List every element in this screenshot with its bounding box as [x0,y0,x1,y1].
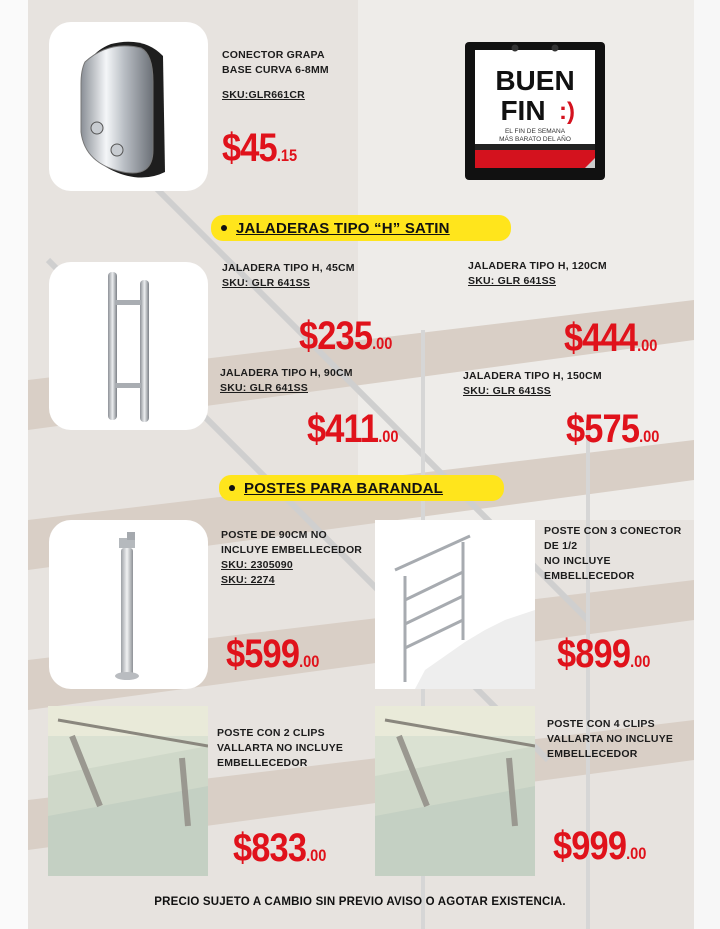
poste3-price [557,632,650,677]
jal90-price [307,407,399,452]
poste2clips-name-line2: VALLARTA NO INCLUYE [217,742,344,754]
glass-clamp-image [49,22,208,191]
jal45-label [222,261,355,291]
jal90-name: JALADERA TIPO H, 90CM [220,367,353,379]
poste4clips-label [547,717,673,762]
jal150-price-main: $575 [566,407,640,451]
disclaimer-footer: PRECIO SUJETO A CAMBIO SIN PREVIO AVISO O AGOTAR EXISTENCIA. [154,896,566,908]
buen-fin-logo [463,40,607,182]
poste2clips-price-cents: .00 [306,846,327,865]
conector-price-main: $45 [222,126,277,170]
jaladeras-banner [211,215,511,241]
glass-railing-image [48,706,208,876]
poste3-name-line2: DE 1/2 [544,540,578,552]
jaladera-photo [49,262,208,430]
poste4clips-price-main: $999 [553,824,627,868]
jal150-price-cents: .00 [639,427,660,446]
jal45-price [299,314,392,359]
right-margin [694,0,720,929]
poste90-sku2: SKU: 2274 [221,574,275,586]
poste3-name-line3: NO INCLUYE [544,555,611,567]
poste90-price-cents: .00 [299,652,320,671]
jal120-label [468,259,607,289]
conector-sku: SKU:GLR661CR [222,89,305,101]
poste3-label [544,524,681,584]
poste90-sku1: SKU: 2305090 [221,559,293,571]
poste90-name-line2: INCLUYE EMBELLECEDOR [221,544,363,556]
poste2clips-photo [48,706,208,876]
poste2clips-label [217,726,343,771]
bullet-icon [221,225,227,231]
poste3-price-cents: .00 [630,652,651,671]
poste2clips-name-line3: EMBELLECEDOR [217,757,308,769]
poste3-photo [375,520,535,689]
jal150-name: JALADERA TIPO H, 150CM [463,370,602,382]
poste4clips-photo [375,706,535,876]
logo-tagline-2: MÁS BARATO DEL AÑO [499,136,571,143]
jal120-price-cents: .00 [637,336,658,355]
jal90-sku: SKU: GLR 641SS [220,382,308,394]
poste3-name-line4: EMBELLECEDOR [544,570,635,582]
jaladeras-title: JALADERAS TIPO “H” SATIN [236,219,450,237]
poste90-price-main: $599 [226,632,300,676]
poste4clips-name-line2: VALLARTA NO INCLUYE [547,733,674,745]
jal120-price-main: $444 [564,316,638,360]
left-margin [0,0,28,929]
conector-photo [49,22,208,191]
poste90-name-line1: POSTE DE 90CM NO [221,529,327,541]
jal45-price-cents: .00 [372,334,393,353]
jal150-price [566,407,659,452]
jal150-label [463,369,602,399]
jal45-price-main: $235 [299,314,373,358]
jal45-sku: SKU: GLR 641SS [222,277,310,289]
poste3-name-line1: POSTE CON 3 CONECTOR [544,525,682,537]
glass-railing-image [375,706,535,876]
h-handle-image [49,262,208,430]
poste2clips-price [233,826,326,871]
post-image [49,520,208,689]
jal120-name: JALADERA TIPO H, 120CM [468,260,607,272]
conector-price-cents: .15 [276,146,298,165]
conector-name [222,48,329,103]
jal45-name: JALADERA TIPO H, 45CM [222,262,355,274]
poste90-photo [49,520,208,689]
poste4clips-name-line3: EMBELLECEDOR [547,748,638,760]
poste90-price [226,632,319,677]
logo-smile-text: :) [559,98,575,125]
jal120-sku: SKU: GLR 641SS [468,275,556,287]
logo-tagline-1: EL FIN DE SEMANA [504,128,566,135]
poste90-label [221,528,362,588]
jal90-label [220,366,353,396]
railing-image [375,520,535,689]
poste4clips-price-cents: .00 [626,844,647,863]
jal90-price-cents: .00 [378,427,399,446]
conector-price [222,126,297,171]
jal90-price-main: $411 [307,407,379,451]
postes-title: POSTES PARA BARANDAL [244,479,444,497]
logo-buen-text: BUEN [495,65,575,96]
poste3-price-main: $899 [557,632,631,676]
postes-banner [219,475,504,501]
poste2clips-price-main: $833 [233,826,307,870]
conector-name-line2: BASE CURVA 6-8MM [222,64,329,76]
jal150-sku: SKU: GLR 641SS [463,385,551,397]
poste4clips-price [553,824,646,869]
logo-fin-text: FIN [500,95,546,126]
poste4clips-name-line1: POSTE CON 4 CLIPS [547,718,655,730]
conector-name-line1: CONECTOR GRAPA [222,49,325,61]
jal120-price [564,316,657,361]
bullet-icon [229,485,235,491]
poste2clips-name-line1: POSTE CON 2 CLIPS [217,727,325,739]
